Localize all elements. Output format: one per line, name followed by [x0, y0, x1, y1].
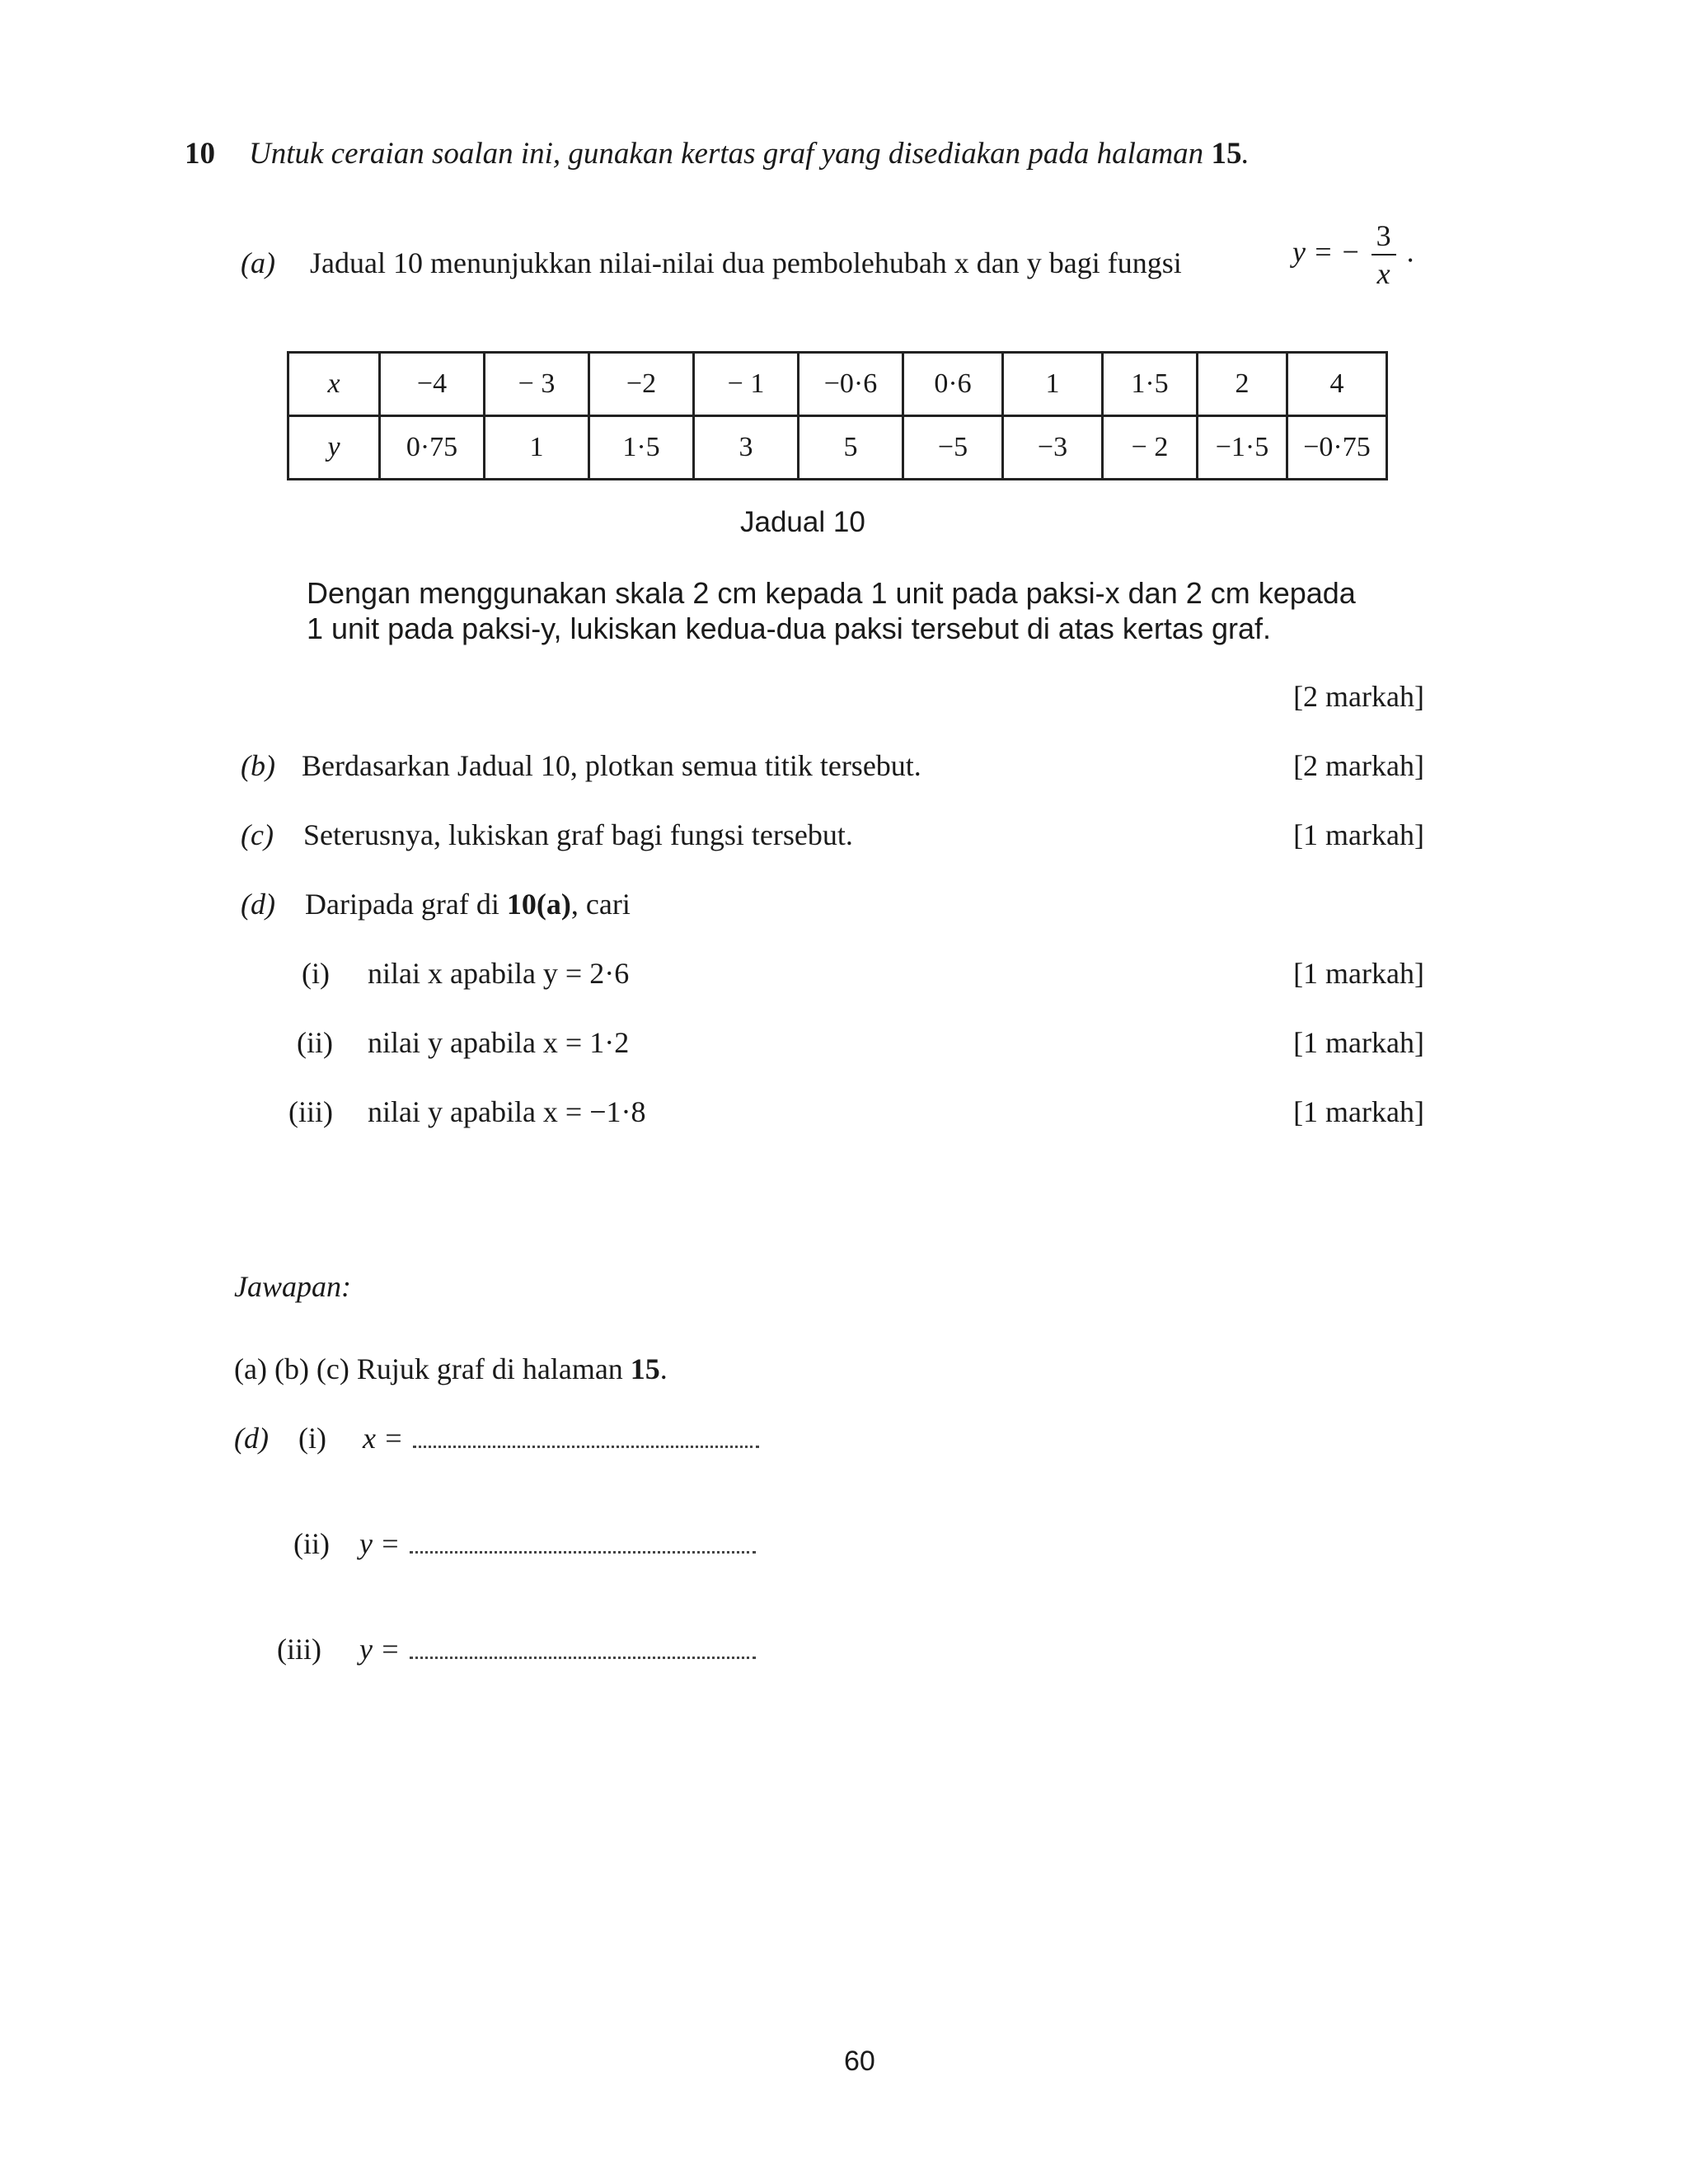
- intro-end: .: [1241, 137, 1250, 171]
- answer-line-ii: [359, 1526, 756, 1561]
- answer-abc: [234, 1352, 668, 1386]
- table-cell: −2: [589, 353, 694, 416]
- part-a-marks: [2 markah]: [1293, 680, 1424, 713]
- part-c-marks: [1 markah]: [1293, 818, 1424, 851]
- question-number: 10: [185, 137, 215, 171]
- part-a-label: (a): [241, 246, 275, 279]
- answer-line-label: (ii): [293, 1527, 330, 1560]
- table-cell: − 1: [694, 353, 799, 416]
- answer-line-label: (iii): [277, 1633, 321, 1666]
- function-fraction: [1372, 218, 1396, 292]
- answer-blank-field[interactable]: [413, 1441, 759, 1448]
- function-formula: [1292, 218, 1414, 292]
- function-end: .: [1406, 235, 1414, 269]
- table-cell: −3: [1003, 416, 1103, 480]
- answer-var: y =: [359, 1527, 401, 1560]
- table-cell: 5: [799, 416, 903, 480]
- part-a-text: Jadual 10 menunjukkan nilai-nilai dua pembolehubah x dan y bagi fungsi: [310, 246, 1182, 279]
- part-d-text: [305, 887, 631, 921]
- answer-var: x =: [363, 1422, 404, 1455]
- answer-d-label: (d): [234, 1422, 269, 1455]
- page-number: 60: [844, 2046, 875, 2077]
- part-c-label: (c): [241, 818, 274, 851]
- answer-line-i: [363, 1421, 759, 1455]
- table-cell: 3: [694, 416, 799, 480]
- table-cell: 2: [1198, 353, 1287, 416]
- part-d-item-marks: [1 markah]: [1293, 1095, 1424, 1128]
- table-caption: Jadual 10: [740, 506, 865, 538]
- answer-abc-page: 15: [630, 1352, 660, 1385]
- table-cell: −4: [380, 353, 485, 416]
- part-d-label: (d): [241, 888, 275, 921]
- table-row-x: [288, 353, 1387, 416]
- part-d-item-label: (ii): [297, 1026, 333, 1059]
- part-b-marks: [2 markah]: [1293, 749, 1424, 782]
- table-cell: 0·6: [903, 353, 1003, 416]
- part-d-item-label: (i): [302, 957, 330, 990]
- answer-abc-text: (a) (b) (c) Rujuk graf di halaman: [234, 1352, 623, 1385]
- table-row-y: [288, 416, 1387, 480]
- part-b-label: (b): [241, 749, 275, 782]
- part-c-text: Seterusnya, lukiskan graf bagi fungsi tersebut.: [303, 818, 853, 851]
- answer-abc-end: .: [659, 1352, 668, 1385]
- part-d-item-text: nilai y apabila x = −1·8: [368, 1095, 646, 1128]
- answer-heading: Jawapan:: [234, 1270, 351, 1303]
- table-cell: 0·75: [380, 416, 485, 480]
- part-d-lead: Daripada graf di: [305, 888, 499, 921]
- table-header-x: x: [288, 353, 380, 416]
- answer-line-iii: [359, 1632, 756, 1666]
- values-table: [287, 351, 1388, 480]
- part-d-item-text: nilai x apabila y = 2·6: [368, 957, 630, 990]
- table-header-y: y: [288, 416, 380, 480]
- function-lhs: y = −: [1292, 235, 1361, 269]
- table-cell: 1: [485, 416, 589, 480]
- table-cell: 1: [1003, 353, 1103, 416]
- table-cell: − 3: [485, 353, 589, 416]
- function-numerator: 3: [1372, 218, 1396, 255]
- table-cell: 1·5: [1103, 353, 1198, 416]
- answer-var: y =: [359, 1633, 401, 1666]
- answer-blank-field[interactable]: [410, 1546, 756, 1554]
- answer-blank-field[interactable]: [410, 1652, 756, 1659]
- part-d-item-marks: [1 markah]: [1293, 1026, 1424, 1059]
- table-cell: −0·6: [799, 353, 903, 416]
- table-cell: 4: [1287, 353, 1387, 416]
- table-cell: −1·5: [1198, 416, 1287, 480]
- instruction-line-1: Dengan menggunakan skala 2 cm kepada 1 unit pada paksi-x dan 2 cm kepada: [307, 576, 1356, 610]
- intro-page-ref: 15: [1211, 137, 1242, 171]
- part-d-ref: 10(a): [506, 888, 571, 921]
- table-cell: − 2: [1103, 416, 1198, 480]
- table-cell: −0·75: [1287, 416, 1387, 480]
- part-b-text: Berdasarkan Jadual 10, plotkan semua titik tersebut.: [302, 749, 921, 782]
- question-intro: [249, 136, 1250, 171]
- part-d-item-text: nilai y apabila x = 1·2: [368, 1026, 630, 1059]
- part-d-item-marks: [1 markah]: [1293, 957, 1424, 990]
- answer-line-label: (i): [298, 1422, 326, 1455]
- table-cell: −5: [903, 416, 1003, 480]
- intro-text: Untuk ceraian soalan ini, gunakan kertas graf yang disediakan pada halaman: [249, 137, 1204, 171]
- part-d-end: , cari: [570, 888, 631, 921]
- instruction-line-2: 1 unit pada paksi-y, lukiskan kedua-dua paksi tersebut di atas kertas graf.: [307, 612, 1271, 645]
- part-d-item-label: (iii): [288, 1095, 333, 1128]
- table-cell: 1·5: [589, 416, 694, 480]
- function-denominator: x: [1376, 257, 1390, 290]
